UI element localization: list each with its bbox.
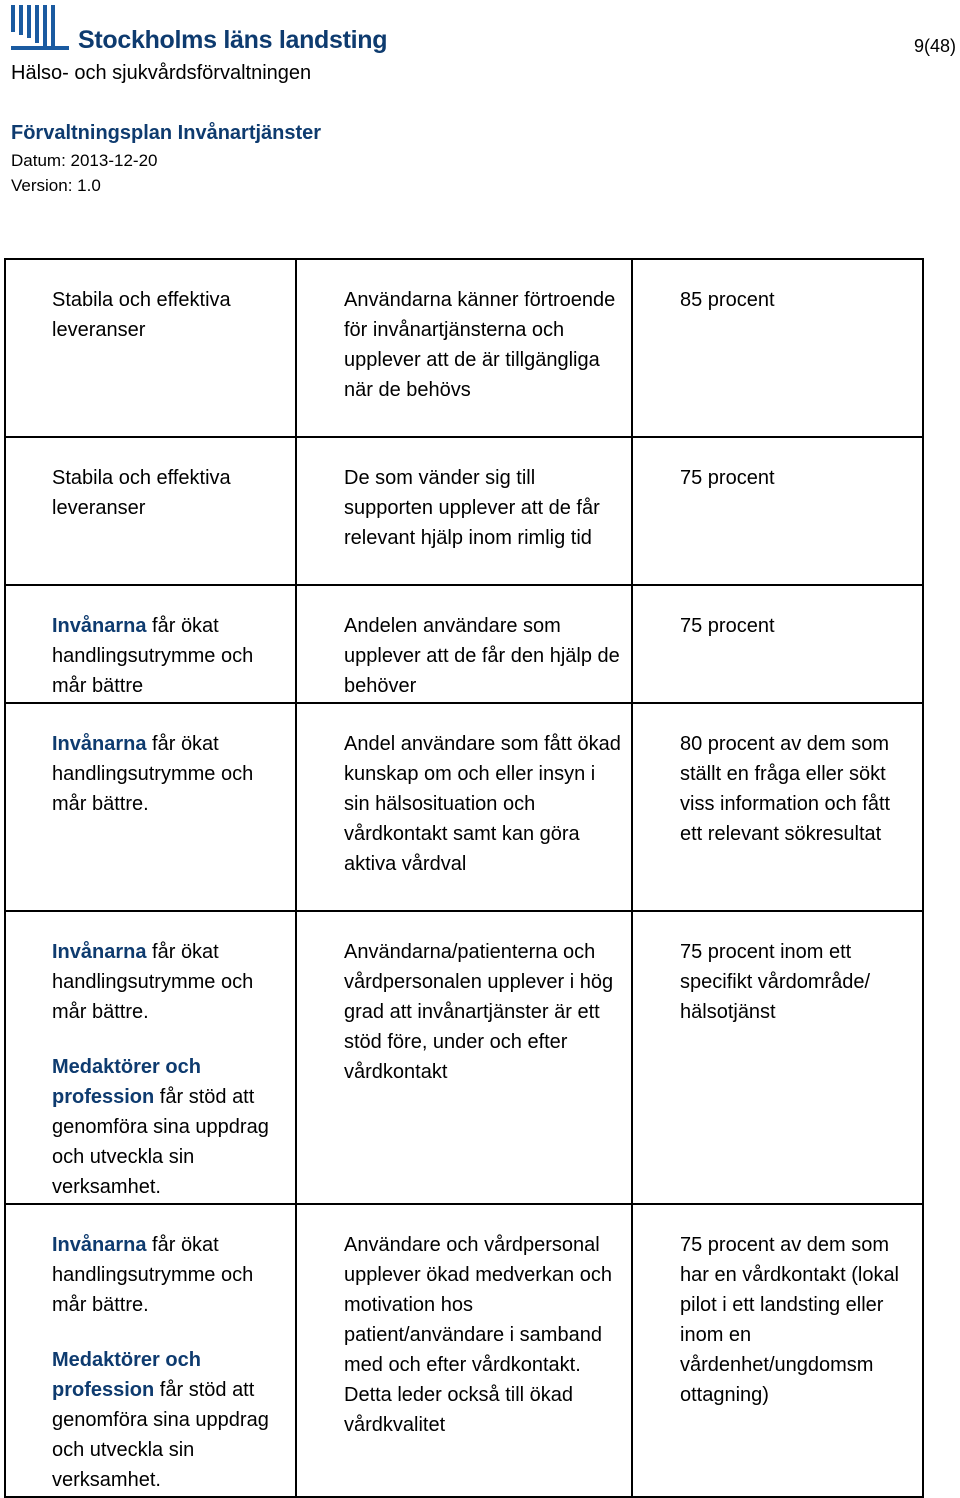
target-cell: 75 procent av dem som har en vårdkontakt (lokal pilot i ett landsting eller inom en vårdenhet/ungdomsm ottagning) xyxy=(632,1204,923,1497)
goal-rest: får stöd att genomföra sina uppdrag och utveckla sin verksamhet. xyxy=(52,1086,269,1198)
goal-lead: Invånarna xyxy=(52,615,147,637)
target-cell: 75 procent xyxy=(632,585,923,703)
target-cell: 75 procent inom ett specifikt vårdområde/ hälsotjänst xyxy=(632,911,923,1204)
indicator-cell: Användarna känner förtroende för invånartjänsterna och upplever att de är tillgängliga när de behövs xyxy=(296,259,632,437)
table-row xyxy=(5,585,923,703)
goal-rest: får ökat handlingsutrymme och mår bättre. xyxy=(52,1234,254,1316)
page-number: 9(48) xyxy=(913,36,956,56)
indicator-cell: Andel användare som fått ökad kunskap om och eller insyn i sin hälsosituation och vårdkontakt samt kan göra aktiva vårdval xyxy=(296,703,632,911)
goal-text xyxy=(52,937,287,1027)
goal-rest: får stöd att genomföra sina uppdrag och utveckla sin verksamhet. xyxy=(52,1379,269,1491)
table-row xyxy=(5,1204,923,1497)
table-row xyxy=(5,911,923,1204)
goal-cell xyxy=(5,259,296,437)
department-name: Hälso- och sjukvårdsförvaltningen xyxy=(11,62,312,84)
document-title: Förvaltningsplan Invånartjänster xyxy=(11,122,322,144)
indicator-cell: Andelen användare som upplever att de får den hjälp de behöver xyxy=(296,585,632,703)
goal-text xyxy=(52,1230,287,1320)
goal-rest: får ökat handlingsutrymme och mår bättre. xyxy=(52,941,254,1023)
goal-rest: får ökat handlingsutrymme och mår bättre. xyxy=(52,733,254,815)
target-cell: 85 procent xyxy=(632,259,923,437)
goals-table xyxy=(4,258,924,1498)
goal-lead: Invånarna xyxy=(52,733,147,755)
goal-text xyxy=(52,285,287,345)
goal-cell xyxy=(5,703,296,911)
document-date: Datum: 2013-12-20 xyxy=(11,151,158,170)
table-row xyxy=(5,703,923,911)
goal-cell xyxy=(5,1204,296,1497)
goal-lead: Invånarna xyxy=(52,1234,147,1256)
table-row xyxy=(5,437,923,585)
goal-text-secondary xyxy=(52,1052,287,1202)
indicator-cell: Användarna/patienterna och vårdpersonalen upplever i hög grad att invånartjänster är ett stöd före, under och efter vårdkontakt xyxy=(296,911,632,1204)
document-version: Version: 1.0 xyxy=(11,176,101,195)
goal-lead: Medaktörer och profession xyxy=(52,1349,201,1401)
sll-logo-icon xyxy=(10,4,70,52)
goal-text xyxy=(52,463,287,523)
goal-rest: Stabila och effektiva leveranser xyxy=(52,289,231,341)
goal-cell xyxy=(5,437,296,585)
goal-lead: Medaktörer och profession xyxy=(52,1056,201,1108)
goal-text-secondary xyxy=(52,1345,287,1495)
indicator-cell: De som vänder sig till supporten upplever att de får relevant hjälp inom rimlig tid xyxy=(296,437,632,585)
indicator-cell: Användare och vårdpersonal upplever ökad medverkan och motivation hos patient/användare i samband med och efter vårdkontakt. Detta leder också till ökad vårdkvalitet xyxy=(296,1204,632,1497)
table-row xyxy=(5,259,923,437)
goal-lead: Invånarna xyxy=(52,941,147,963)
organization-name: Stockholms läns landsting xyxy=(78,26,388,54)
goal-rest: får ökat handlingsutrymme och mår bättre xyxy=(52,615,254,697)
goal-cell xyxy=(5,585,296,703)
goal-cell xyxy=(5,911,296,1204)
target-cell: 80 procent av dem som ställt en fråga eller sökt viss information och fått ett relevant sökresultat xyxy=(632,703,923,911)
target-cell: 75 procent xyxy=(632,437,923,585)
goal-text xyxy=(52,729,287,819)
goal-text xyxy=(52,611,287,701)
goal-rest: Stabila och effektiva leveranser xyxy=(52,467,231,519)
